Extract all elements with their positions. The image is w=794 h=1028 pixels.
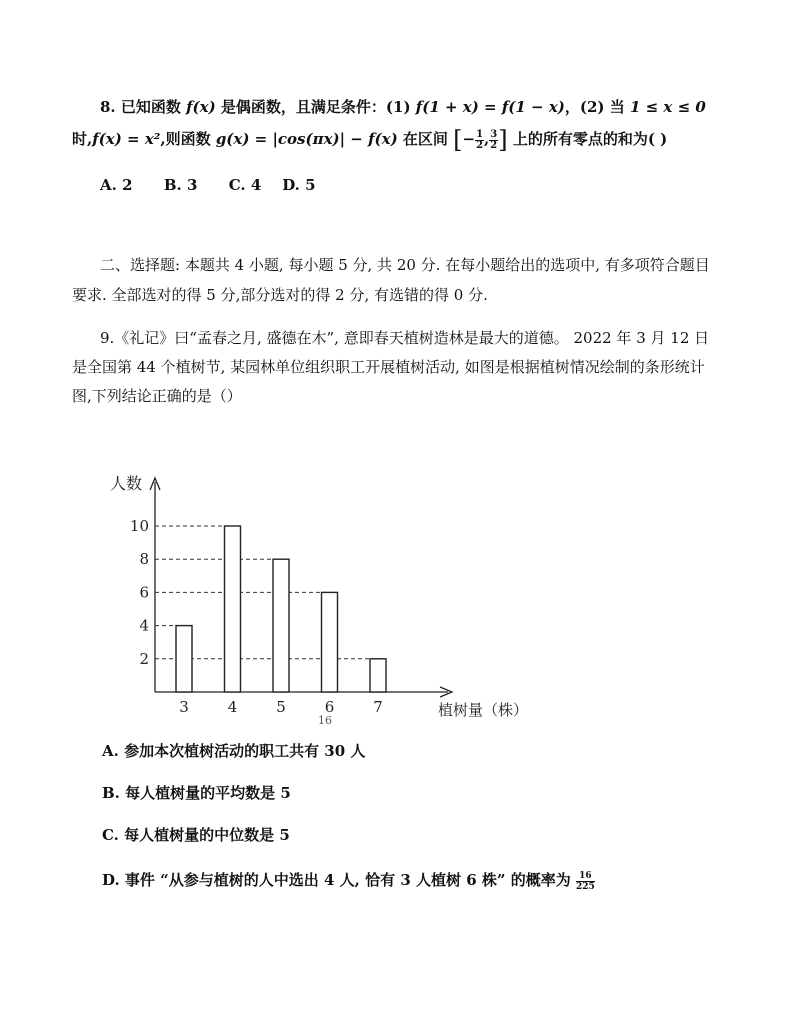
option-a: A. 参加本次植树活动的职工共有 30 人 bbox=[102, 742, 366, 760]
q8-line1: 8. 已知函数 f(x) 是偶函数，且满足条件：(1) f(1 + x) = f(1 − x)，(2) 当 1 ≤ x ≤ 0 bbox=[100, 98, 706, 116]
q8-options: A. 2 B. 3 C. 4 D. 5 bbox=[100, 176, 316, 194]
y-tick-label-6: 6 bbox=[139, 583, 149, 602]
bar-5 bbox=[273, 559, 289, 692]
x-tick-label-6: 6 bbox=[324, 698, 335, 716]
fx-square: f(x) = x² bbox=[92, 130, 161, 148]
q9-line1: 9.《礼记》曰“孟春之月, 盛德在木”, 意即春天植树造林是最大的道德。 2022 年 3 月 12 日 bbox=[100, 329, 710, 347]
probability-fraction: $\frac{16}{225}$ bbox=[575, 870, 595, 892]
symmetry-eq: f(1 + x) = f(1 − x) bbox=[415, 98, 565, 116]
y-tick-label-4: 4 bbox=[139, 616, 149, 635]
stray-mark: 16 bbox=[318, 714, 332, 727]
fx-expr: f(x) bbox=[186, 98, 216, 116]
y-tick-label-8: 8 bbox=[139, 550, 149, 569]
x-tick-label-7: 7 bbox=[373, 698, 383, 716]
option-b: B. 每人植树量的平均数是 5 bbox=[102, 784, 291, 802]
domain-cond: 1 ≤ x ≤ 0 bbox=[629, 98, 706, 116]
fraction-half: $\frac{1}{2}$ bbox=[476, 128, 484, 151]
gx-expr: g(x) = |cos(πx)| − f(x) bbox=[215, 130, 398, 148]
option-d: D. 事件 “从参与植树的人中选出 4 人, 恰有 3 人植树 6 株” 的概率为 $\frac{16}{225}$ bbox=[102, 870, 595, 892]
q9-line3: 图,下列结论正确的是（） bbox=[72, 387, 242, 405]
x-axis-label: 植树量（株） bbox=[438, 701, 529, 719]
q8-line2: 时,f(x) = x²,则函数 g(x) = |cos(πx)| − f(x) 在区间 [− $\frac{1}{2}$ , $\frac{3}{2}$ ] 上的所有零点的和为( ) bbox=[72, 126, 668, 154]
y-tick-label-2: 2 bbox=[139, 649, 149, 668]
x-tick-label-5: 5 bbox=[276, 698, 286, 716]
section2-line1: 二、选择题: 本题共 4 小题, 每小题 5 分, 共 20 分. 在每小题给出的选项中, 有多项符合题目 bbox=[100, 256, 710, 274]
option-c: C. 每人植树量的中位数是 5 bbox=[102, 826, 290, 844]
y-tick-label-10: 10 bbox=[129, 517, 149, 535]
bar-3 bbox=[176, 626, 192, 692]
q9-line2: 是全国第 44 个植树节, 某园林单位组织职工开展植树活动, 如图是根据植树情况绘制的条形统计 bbox=[72, 358, 705, 376]
section2-line2: 要求. 全部选对的得 5 分,部分选对的得 2 分, 有选错的得 0 分. bbox=[72, 286, 488, 304]
x-tick-label-4: 4 bbox=[227, 698, 238, 716]
x-axis bbox=[155, 687, 452, 697]
fraction-three-halves: $\frac{3}{2}$ bbox=[490, 128, 498, 151]
bar-7 bbox=[370, 659, 386, 692]
bar-4 bbox=[225, 526, 241, 692]
x-tick-label-3: 3 bbox=[179, 698, 189, 716]
y-axis bbox=[150, 478, 160, 692]
bar-chart bbox=[0, 460, 794, 730]
y-axis-label: 人数 bbox=[110, 474, 143, 493]
bar-6 bbox=[322, 592, 338, 692]
